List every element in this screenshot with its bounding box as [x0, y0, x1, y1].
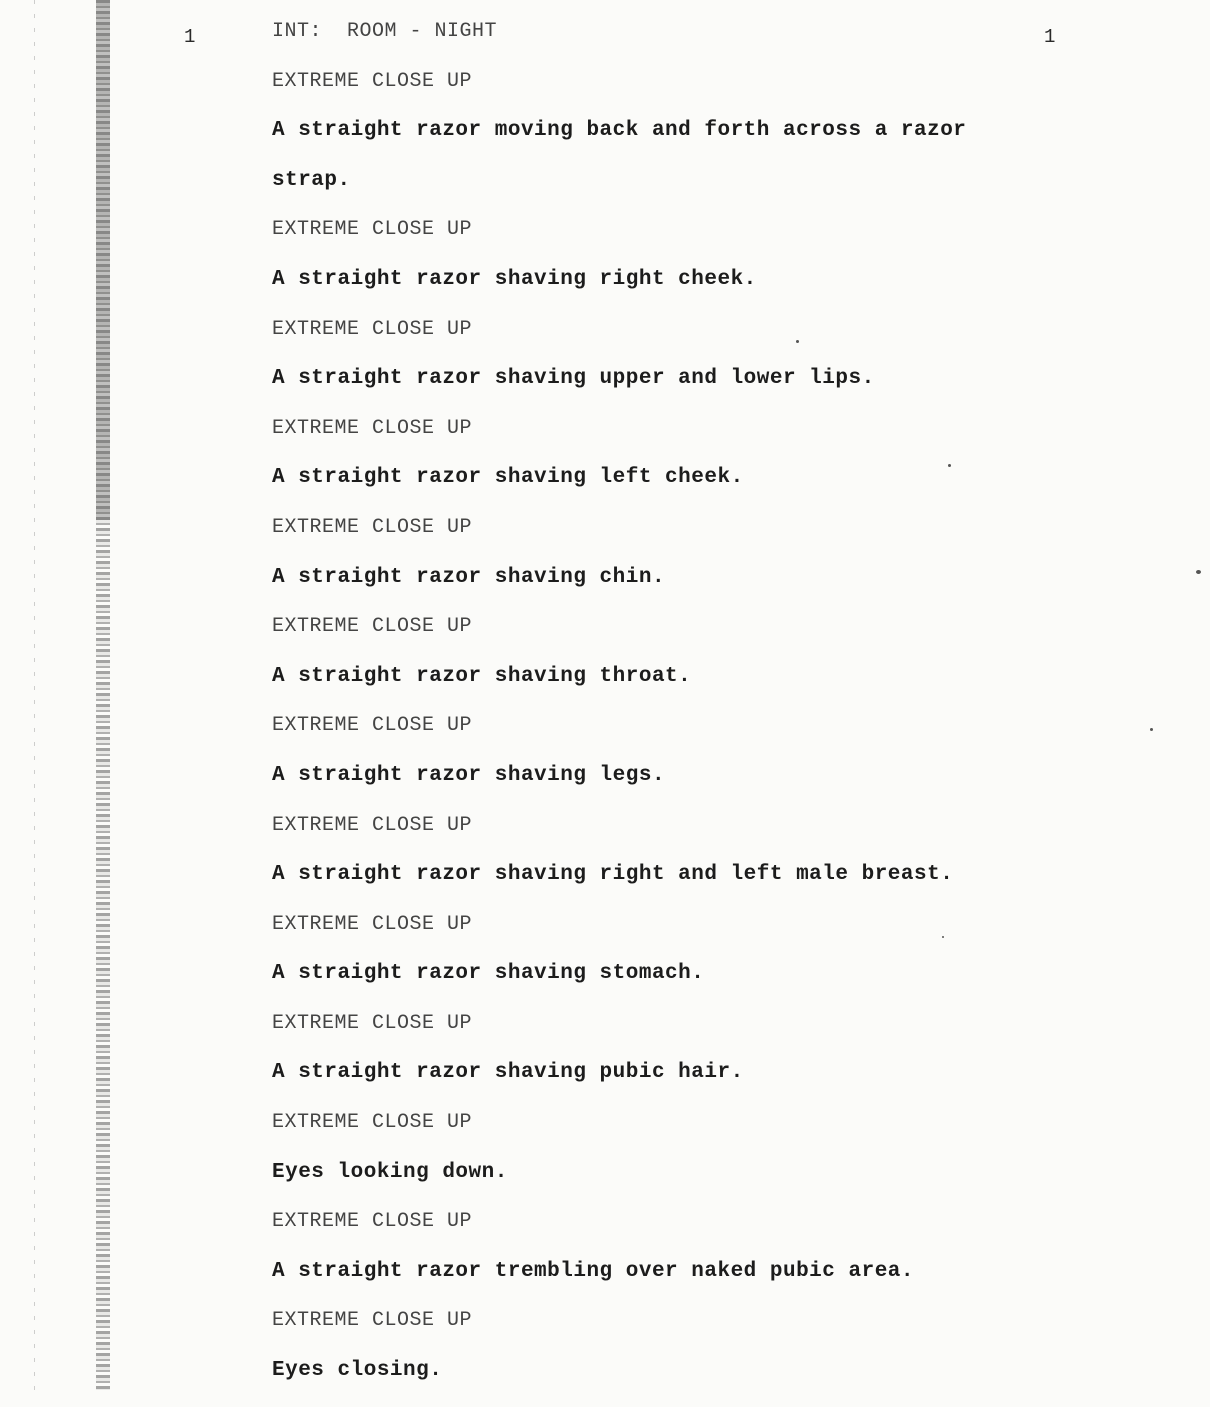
scan-artifact-line: [34, 0, 35, 1390]
script-lines: [272, 68, 1152, 1407]
scan-speck: [1196, 570, 1201, 574]
action-line: A straight razor shaving right and left male breast.: [272, 863, 954, 887]
action-line: A straight razor shaving stomach.: [272, 962, 705, 986]
shot-heading: EXTREME CLOSE UP: [272, 813, 473, 837]
scene-number-left: 1: [184, 26, 197, 48]
shot-heading: EXTREME CLOSE UP: [272, 1309, 473, 1333]
shot-heading: EXTREME CLOSE UP: [272, 714, 473, 738]
shot-heading: EXTREME CLOSE UP: [272, 317, 473, 341]
action-line: strap.: [272, 168, 351, 192]
scan-speck: [948, 464, 951, 467]
action-line: Eyes closing.: [272, 1359, 443, 1383]
scan-speck: [942, 936, 944, 938]
scan-speck: [796, 340, 799, 343]
shot-heading: EXTREME CLOSE UP: [272, 416, 473, 440]
action-line: A straight razor shaving chin.: [272, 565, 666, 589]
shot-heading: EXTREME CLOSE UP: [272, 1111, 473, 1135]
action-line: A straight razor shaving legs.: [272, 763, 666, 787]
shot-heading: EXTREME CLOSE UP: [272, 69, 473, 93]
action-line: A straight razor trembling over naked pubic area.: [272, 1259, 915, 1283]
binding-edge: [96, 0, 110, 1390]
scene-number-right: 1: [1044, 26, 1057, 48]
action-line: A straight razor shaving upper and lower lips.: [272, 367, 875, 391]
scan-speck: [1150, 728, 1153, 731]
script-body: [272, 18, 1152, 1407]
action-line: A straight razor shaving throat.: [272, 664, 692, 688]
action-line: A straight razor moving back and forth across a razor: [272, 119, 967, 143]
action-line: A straight razor shaving left cheek.: [272, 466, 744, 490]
shot-heading: EXTREME CLOSE UP: [272, 218, 473, 242]
shot-heading: EXTREME CLOSE UP: [272, 1210, 473, 1234]
shot-heading: EXTREME CLOSE UP: [272, 1011, 473, 1035]
scene-heading: INT: ROOM - NIGHT: [272, 20, 498, 43]
action-line: A straight razor shaving right cheek.: [272, 267, 757, 291]
shot-heading: EXTREME CLOSE UP: [272, 912, 473, 936]
shot-heading: EXTREME CLOSE UP: [272, 615, 473, 639]
action-line: A straight razor shaving pubic hair.: [272, 1061, 744, 1085]
shot-heading: EXTREME CLOSE UP: [272, 515, 473, 539]
action-line: Eyes looking down.: [272, 1160, 508, 1184]
